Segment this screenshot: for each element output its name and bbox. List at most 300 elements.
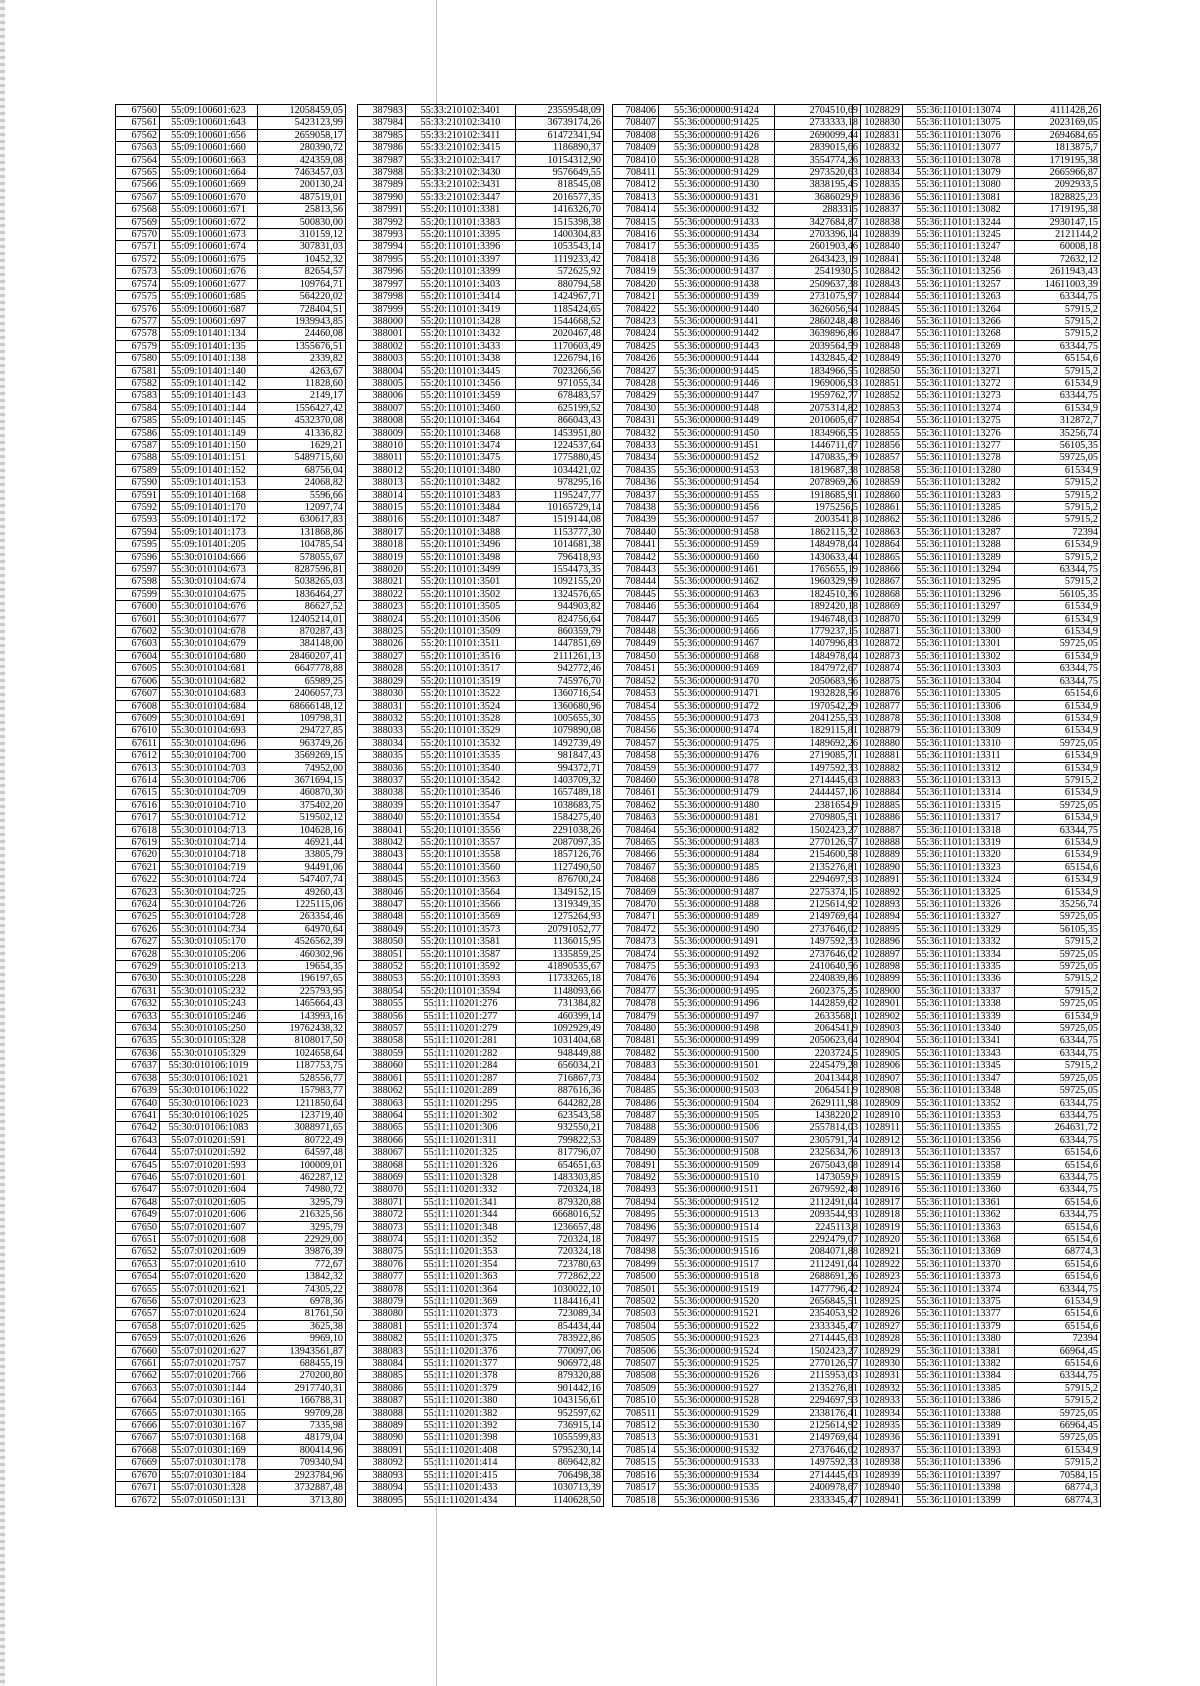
table-row: [358, 303, 604, 315]
row-number: 67661: [116, 1358, 160, 1370]
table-row: [358, 1382, 604, 1394]
row-number: 708502: [613, 1296, 659, 1308]
row-number: 708460: [613, 774, 659, 786]
row-number: 1028860: [853, 489, 903, 501]
cadastral-value: 1092929,49: [516, 1023, 604, 1035]
cadastral-number: 55:36:110101:13310: [903, 737, 1015, 749]
table-row: [613, 762, 861, 774]
cadastral-value: 1211850,64: [258, 1097, 346, 1109]
cadastral-number: 55:33:210102:3417: [406, 154, 516, 166]
table-row: [358, 638, 604, 650]
cadastral-value: 942772,46: [516, 663, 604, 675]
cadastral-value: 1862115,32: [775, 526, 861, 538]
cadastral-value: 5489715,60: [258, 452, 346, 464]
cadastral-value: 57915,2: [1015, 973, 1101, 985]
row-number: 388049: [358, 923, 406, 935]
cadastral-value: 879320,88: [516, 1196, 604, 1208]
cadastral-value: 12097,74: [258, 502, 346, 514]
table-row: [358, 861, 604, 873]
cadastral-value: 143993,16: [258, 1010, 346, 1022]
row-number: 67637: [116, 1060, 160, 1072]
table-row: [116, 477, 346, 489]
table-row: [613, 377, 861, 389]
cadastral-number: 55:36:110101:13319: [903, 836, 1015, 848]
cadastral-value: 61472341,94: [516, 129, 604, 141]
table-row: [853, 1395, 1101, 1407]
table-row: [358, 489, 604, 501]
table-row: [116, 303, 346, 315]
row-number: 1028830: [853, 117, 903, 129]
cadastral-value: 2125614,92: [775, 1420, 861, 1432]
cadastral-number: 55:36:000000:91465: [659, 613, 775, 625]
row-number: 388043: [358, 849, 406, 861]
cadastral-value: 1430633,44: [775, 551, 861, 563]
cadastral-value: 1127490,50: [516, 861, 604, 873]
cadastral-number: 55:20:110101:3501: [406, 576, 516, 588]
table-row: [358, 502, 604, 514]
cadastral-number: 55:11:110201:398: [406, 1432, 516, 1444]
cadastral-number: 55:30:010105:328: [160, 1035, 258, 1047]
cadastral-value: 109764,71: [258, 278, 346, 290]
row-number: 1028918: [853, 1209, 903, 1221]
cadastral-value: 1335859,25: [516, 948, 604, 960]
cadastral-number: 55:36:000000:91454: [659, 477, 775, 489]
cadastral-number: 55:36:000000:91511: [659, 1184, 775, 1196]
row-number: 388063: [358, 1097, 406, 1109]
row-number: 708416: [613, 229, 659, 241]
cadastral-value: 3713,80: [258, 1494, 346, 1506]
cadastral-value: 59725,05: [1015, 948, 1101, 960]
cadastral-number: 55:36:110101:13295: [903, 576, 1015, 588]
cadastral-number: 55:36:110101:13308: [903, 712, 1015, 724]
row-number: 1028936: [853, 1432, 903, 1444]
cadastral-value: 28460207,41: [258, 650, 346, 662]
cadastral-value: 564220,02: [258, 291, 346, 303]
row-number: 1028836: [853, 191, 903, 203]
cadastral-value: 2039564,59: [775, 340, 861, 352]
cadastral-number: 55:20:110101:3560: [406, 861, 516, 873]
table-row: [116, 1097, 346, 1109]
row-number: 388023: [358, 601, 406, 613]
cadastral-value: 2050683,96: [775, 675, 861, 687]
table-row: [613, 1370, 861, 1382]
cadastral-number: 55:20:110101:3475: [406, 452, 516, 464]
cadastral-value: 65154,6: [1015, 353, 1101, 365]
table-row: [613, 812, 861, 824]
cadastral-number: 55:36:000000:91496: [659, 998, 775, 1010]
cadastral-number: 55:36:110101:13257: [903, 278, 1015, 290]
row-number: 388076: [358, 1258, 406, 1270]
cadastral-value: 2633568,1: [775, 1010, 861, 1022]
cadastral-value: 263354,46: [258, 911, 346, 923]
cadastral-value: 2003541,8: [775, 514, 861, 526]
row-number: 388064: [358, 1109, 406, 1121]
table-row: [116, 1109, 346, 1121]
cadastral-value: 196197,65: [258, 973, 346, 985]
cadastral-value: 2659058,17: [258, 129, 346, 141]
cadastral-value: 5423123,99: [258, 117, 346, 129]
cadastral-value: 312872,7: [1015, 415, 1101, 427]
row-number: 388090: [358, 1432, 406, 1444]
cadastral-value: 86627,52: [258, 601, 346, 613]
cadastral-value: 65989,25: [258, 675, 346, 687]
cadastral-value: 3088971,65: [258, 1122, 346, 1134]
table-row: [116, 911, 346, 923]
row-number: 388011: [358, 452, 406, 464]
cadastral-value: 1119233,42: [516, 253, 604, 265]
cadastral-value: 1355676,51: [258, 340, 346, 352]
cadastral-number: 55:07:010201:608: [160, 1233, 258, 1245]
cadastral-number: 55:11:110201:382: [406, 1407, 516, 1419]
cadastral-value: 1442859,62: [775, 998, 861, 1010]
table-row: [853, 303, 1101, 315]
row-number: 388069: [358, 1171, 406, 1183]
table-row: [116, 415, 346, 427]
cadastral-value: 65154,6: [1015, 1159, 1101, 1171]
cadastral-number: 55:36:000000:91508: [659, 1147, 775, 1159]
cadastral-number: 55:36:000000:91473: [659, 712, 775, 724]
cadastral-value: 2665966,87: [1015, 167, 1101, 179]
cadastral-value: 2064541,9: [775, 1085, 861, 1097]
cadastral-value: 2601903,46: [775, 241, 861, 253]
cadastral-number: 55:36:110101:13263: [903, 291, 1015, 303]
cadastral-value: 1186890,37: [516, 142, 604, 154]
cadastral-value: 5596,66: [258, 489, 346, 501]
table-row: [116, 340, 346, 352]
cadastral-value: 528556,77: [258, 1072, 346, 1084]
cadastral-value: 2075314,82: [775, 402, 861, 414]
cadastral-number: 55:30:010104:677: [160, 613, 258, 625]
table-row: [613, 464, 861, 476]
cadastral-value: 72394: [1015, 1333, 1101, 1345]
cadastral-value: 1892420,18: [775, 601, 861, 613]
row-number: 388089: [358, 1420, 406, 1432]
row-number: 388008: [358, 415, 406, 427]
table-row: [613, 588, 861, 600]
row-number: 1028891: [853, 874, 903, 886]
cadastral-number: 55:20:110101:3484: [406, 502, 516, 514]
row-number: 708473: [613, 936, 659, 948]
cadastral-number: 55:36:000000:91507: [659, 1134, 775, 1146]
cadastral-value: 48179,04: [258, 1432, 346, 1444]
cadastral-value: 978295,16: [516, 477, 604, 489]
row-number: 67613: [116, 762, 160, 774]
row-number: 67651: [116, 1233, 160, 1245]
row-number: 67599: [116, 588, 160, 600]
row-number: 387983: [358, 105, 406, 117]
cadastral-value: 65154,6: [1015, 1147, 1101, 1159]
cadastral-value: 49260,43: [258, 886, 346, 898]
cadastral-value: 796418,93: [516, 551, 604, 563]
row-number: 1028935: [853, 1420, 903, 1432]
row-number: 388020: [358, 564, 406, 576]
table-row: [613, 1358, 861, 1370]
table-row: [853, 650, 1101, 662]
cadastral-value: 63344,75: [1015, 1184, 1101, 1196]
cadastral-number: 55:07:010301:167: [160, 1420, 258, 1432]
table-row: [613, 1109, 861, 1121]
cadastral-number: 55:33:210102:3430: [406, 167, 516, 179]
cadastral-value: 944903,82: [516, 601, 604, 613]
cadastral-value: 731384,82: [516, 998, 604, 1010]
cadastral-value: 1236657,48: [516, 1221, 604, 1233]
table-row: [853, 315, 1101, 327]
row-number: 1028833: [853, 154, 903, 166]
table-row: [853, 750, 1101, 762]
cadastral-number: 55:36:110101:13314: [903, 787, 1015, 799]
row-number: 708459: [613, 762, 659, 774]
cadastral-number: 55:36:110101:13266: [903, 315, 1015, 327]
cadastral-number: 55:30:010104:728: [160, 911, 258, 923]
row-number: 67561: [116, 117, 160, 129]
cadastral-value: 2733333,18: [775, 117, 861, 129]
cadastral-number: 55:36:000000:91435: [659, 241, 775, 253]
cadastral-value: 1079890,08: [516, 725, 604, 737]
cadastral-number: 55:09:101401:205: [160, 539, 258, 551]
table-row: [116, 402, 346, 414]
cadastral-value: 57915,2: [1015, 774, 1101, 786]
cadastral-number: 55:36:000000:91486: [659, 874, 775, 886]
table-row: [853, 427, 1101, 439]
cadastral-value: 1453951,80: [516, 427, 604, 439]
cadastral-value: 1140628,50: [516, 1494, 604, 1506]
cadastral-value: 2135276,81: [775, 1382, 861, 1394]
table-row: [613, 985, 861, 997]
row-number: 388087: [358, 1395, 406, 1407]
cadastral-value: 1030022,10: [516, 1283, 604, 1295]
row-number: 708417: [613, 241, 659, 253]
cadastral-value: 68666148,12: [258, 700, 346, 712]
row-number: 388006: [358, 390, 406, 402]
table-row: [853, 688, 1101, 700]
row-number: 67665: [116, 1407, 160, 1419]
table-row: [358, 936, 604, 948]
row-number: 67667: [116, 1432, 160, 1444]
table-row: [116, 998, 346, 1010]
cadastral-value: 57915,2: [1015, 1382, 1101, 1394]
row-number: 1028922: [853, 1258, 903, 1270]
cadastral-value: 61534,9: [1015, 750, 1101, 762]
row-number: 388039: [358, 799, 406, 811]
cadastral-value: 2294697,93: [775, 874, 861, 886]
cadastral-value: 948449,88: [516, 1047, 604, 1059]
row-number: 388009: [358, 427, 406, 439]
row-number: 1028889: [853, 849, 903, 861]
row-number: 388030: [358, 688, 406, 700]
row-number: 388085: [358, 1370, 406, 1382]
cadastral-number: 55:36:110101:13305: [903, 688, 1015, 700]
row-number: 708506: [613, 1345, 659, 1357]
table-row: [358, 675, 604, 687]
cadastral-value: 1195247,77: [516, 489, 604, 501]
row-number: 708437: [613, 489, 659, 501]
table-row: [116, 638, 346, 650]
cadastral-value: 19762438,32: [258, 1023, 346, 1035]
cadastral-value: 2860248,48: [775, 315, 861, 327]
cadastral-value: 519502,12: [258, 812, 346, 824]
cadastral-value: 1014681,38: [516, 539, 604, 551]
cadastral-number: 55:07:010201:620: [160, 1271, 258, 1283]
row-number: 67567: [116, 191, 160, 203]
cadastral-value: 72632,12: [1015, 253, 1101, 265]
cadastral-value: 720324,18: [516, 1184, 604, 1196]
row-number: 708497: [613, 1233, 659, 1245]
cadastral-value: 63344,75: [1015, 390, 1101, 402]
cadastral-value: 1970542,29: [775, 700, 861, 712]
table-row: [613, 1085, 861, 1097]
row-number: 708446: [613, 601, 659, 613]
row-number: 1028861: [853, 502, 903, 514]
cadastral-value: 887616,36: [516, 1085, 604, 1097]
cadastral-value: 1502423,27: [775, 1345, 861, 1357]
cadastral-value: 22929,00: [258, 1233, 346, 1245]
cadastral-number: 55:36:110101:13340: [903, 1023, 1015, 1035]
cadastral-value: 745976,70: [516, 675, 604, 687]
cadastral-value: 1438220,2: [775, 1109, 861, 1121]
cadastral-number: 55:36:110101:13270: [903, 353, 1015, 365]
cadastral-value: 2050623,64: [775, 1035, 861, 1047]
row-number: 1028938: [853, 1457, 903, 1469]
table-row: [358, 1333, 604, 1345]
cadastral-value: 225793,95: [258, 985, 346, 997]
cadastral-number: 55:20:110101:3511: [406, 638, 516, 650]
table-row: [613, 1196, 861, 1208]
cadastral-value: 72394: [1015, 526, 1101, 538]
cadastral-value: 2643423,19: [775, 253, 861, 265]
cadastral-number: 55:20:110101:3554: [406, 812, 516, 824]
cadastral-number: 55:11:110201:380: [406, 1395, 516, 1407]
row-number: 388041: [358, 824, 406, 836]
table-row: [853, 1023, 1101, 1035]
cadastral-value: 57915,2: [1015, 328, 1101, 340]
cadastral-number: 55:36:000000:91509: [659, 1159, 775, 1171]
cadastral-number: 55:36:110101:13323: [903, 861, 1015, 873]
cadastral-value: 2020467,48: [516, 328, 604, 340]
row-number: 708476: [613, 973, 659, 985]
table-row: [116, 1122, 346, 1134]
cadastral-value: 1407996,83: [775, 638, 861, 650]
row-number: 388055: [358, 998, 406, 1010]
table-row: [358, 1060, 604, 1072]
row-number: 1028882: [853, 762, 903, 774]
cadastral-number: 55:36:110101:13079: [903, 167, 1015, 179]
table-row: [116, 1010, 346, 1022]
table-row: [853, 1246, 1101, 1258]
row-number: 1028909: [853, 1097, 903, 1109]
row-number: 388013: [358, 477, 406, 489]
row-number: 67670: [116, 1469, 160, 1481]
cadastral-value: 799822,53: [516, 1134, 604, 1146]
row-number: 708434: [613, 452, 659, 464]
cadastral-number: 55:07:010301:184: [160, 1469, 258, 1481]
row-number: 708425: [613, 340, 659, 352]
table-row: [358, 1469, 604, 1481]
cadastral-number: 55:11:110201:354: [406, 1258, 516, 1270]
row-number: 708432: [613, 427, 659, 439]
cadastral-value: 61534,9: [1015, 601, 1101, 613]
table-row: [613, 886, 861, 898]
row-number: 708461: [613, 787, 659, 799]
row-number: 708496: [613, 1221, 659, 1233]
cadastral-number: 55:36:000000:91455: [659, 489, 775, 501]
row-number: 67618: [116, 824, 160, 836]
row-number: 708444: [613, 576, 659, 588]
cadastral-value: 1043156,61: [516, 1395, 604, 1407]
cadastral-number: 55:09:100601:672: [160, 216, 258, 228]
table-row: [358, 1047, 604, 1059]
cadastral-value: 1148093,66: [516, 985, 604, 997]
cadastral-value: 1225115,06: [258, 899, 346, 911]
cadastral-number: 55:30:010104:693: [160, 725, 258, 737]
table-row: [853, 1420, 1101, 1432]
row-number: 388047: [358, 899, 406, 911]
cadastral-number: 55:11:110201:302: [406, 1109, 516, 1121]
row-number: 67666: [116, 1420, 160, 1432]
cadastral-number: 55:20:110101:3399: [406, 266, 516, 278]
row-number: 388050: [358, 936, 406, 948]
table-row: [613, 216, 861, 228]
row-number: 67628: [116, 948, 160, 960]
cadastral-value: 2111261,13: [516, 650, 604, 662]
cadastral-number: 55:36:110101:13304: [903, 675, 1015, 687]
row-number: 1028927: [853, 1320, 903, 1332]
cadastral-value: 63344,75: [1015, 1134, 1101, 1146]
table-row: [613, 836, 861, 848]
table-row: [116, 551, 346, 563]
cadastral-value: 68774,3: [1015, 1494, 1101, 1506]
cadastral-value: 2115953,03: [775, 1370, 861, 1382]
row-number: 1028932: [853, 1382, 903, 1394]
table-row: [853, 861, 1101, 873]
table-row: [358, 1221, 604, 1233]
table-row: [358, 1159, 604, 1171]
cadastral-number: 55:20:110101:3395: [406, 229, 516, 241]
table-row: [853, 1407, 1101, 1419]
table-row: [116, 1296, 346, 1308]
row-number: 1028843: [853, 278, 903, 290]
cadastral-number: 55:36:000000:91518: [659, 1271, 775, 1283]
cadastral-number: 55:07:010301:168: [160, 1432, 258, 1444]
cadastral-value: 61534,9: [1015, 886, 1101, 898]
cadastral-number: 55:09:101401:150: [160, 439, 258, 451]
cadastral-value: 706498,38: [516, 1469, 604, 1481]
cadastral-value: 294727,85: [258, 725, 346, 737]
table-row: [853, 911, 1101, 923]
cadastral-value: 2154600,58: [775, 849, 861, 861]
cadastral-value: 952597,62: [516, 1407, 604, 1419]
cadastral-number: 55:36:110101:13078: [903, 154, 1015, 166]
cadastral-value: 1497592,33: [775, 936, 861, 948]
cadastral-value: 131868,86: [258, 526, 346, 538]
cadastral-number: 55:20:110101:3540: [406, 762, 516, 774]
table-row: [358, 216, 604, 228]
table-row: [116, 1358, 346, 1370]
table-row: [853, 762, 1101, 774]
cadastral-number: 55:36:110101:13329: [903, 923, 1015, 935]
row-number: 1028839: [853, 229, 903, 241]
table-row: [613, 911, 861, 923]
cadastral-value: 7463457,03: [258, 167, 346, 179]
row-number: 67569: [116, 216, 160, 228]
row-number: 1028929: [853, 1345, 903, 1357]
table-row: [116, 1382, 346, 1394]
table-row: [613, 1184, 861, 1196]
cadastral-value: 63344,75: [1015, 663, 1101, 675]
row-number: 67657: [116, 1308, 160, 1320]
cadastral-number: 55:36:000000:91513: [659, 1209, 775, 1221]
cadastral-value: 2611943,43: [1015, 266, 1101, 278]
cadastral-value: 4111428,26: [1015, 105, 1101, 117]
